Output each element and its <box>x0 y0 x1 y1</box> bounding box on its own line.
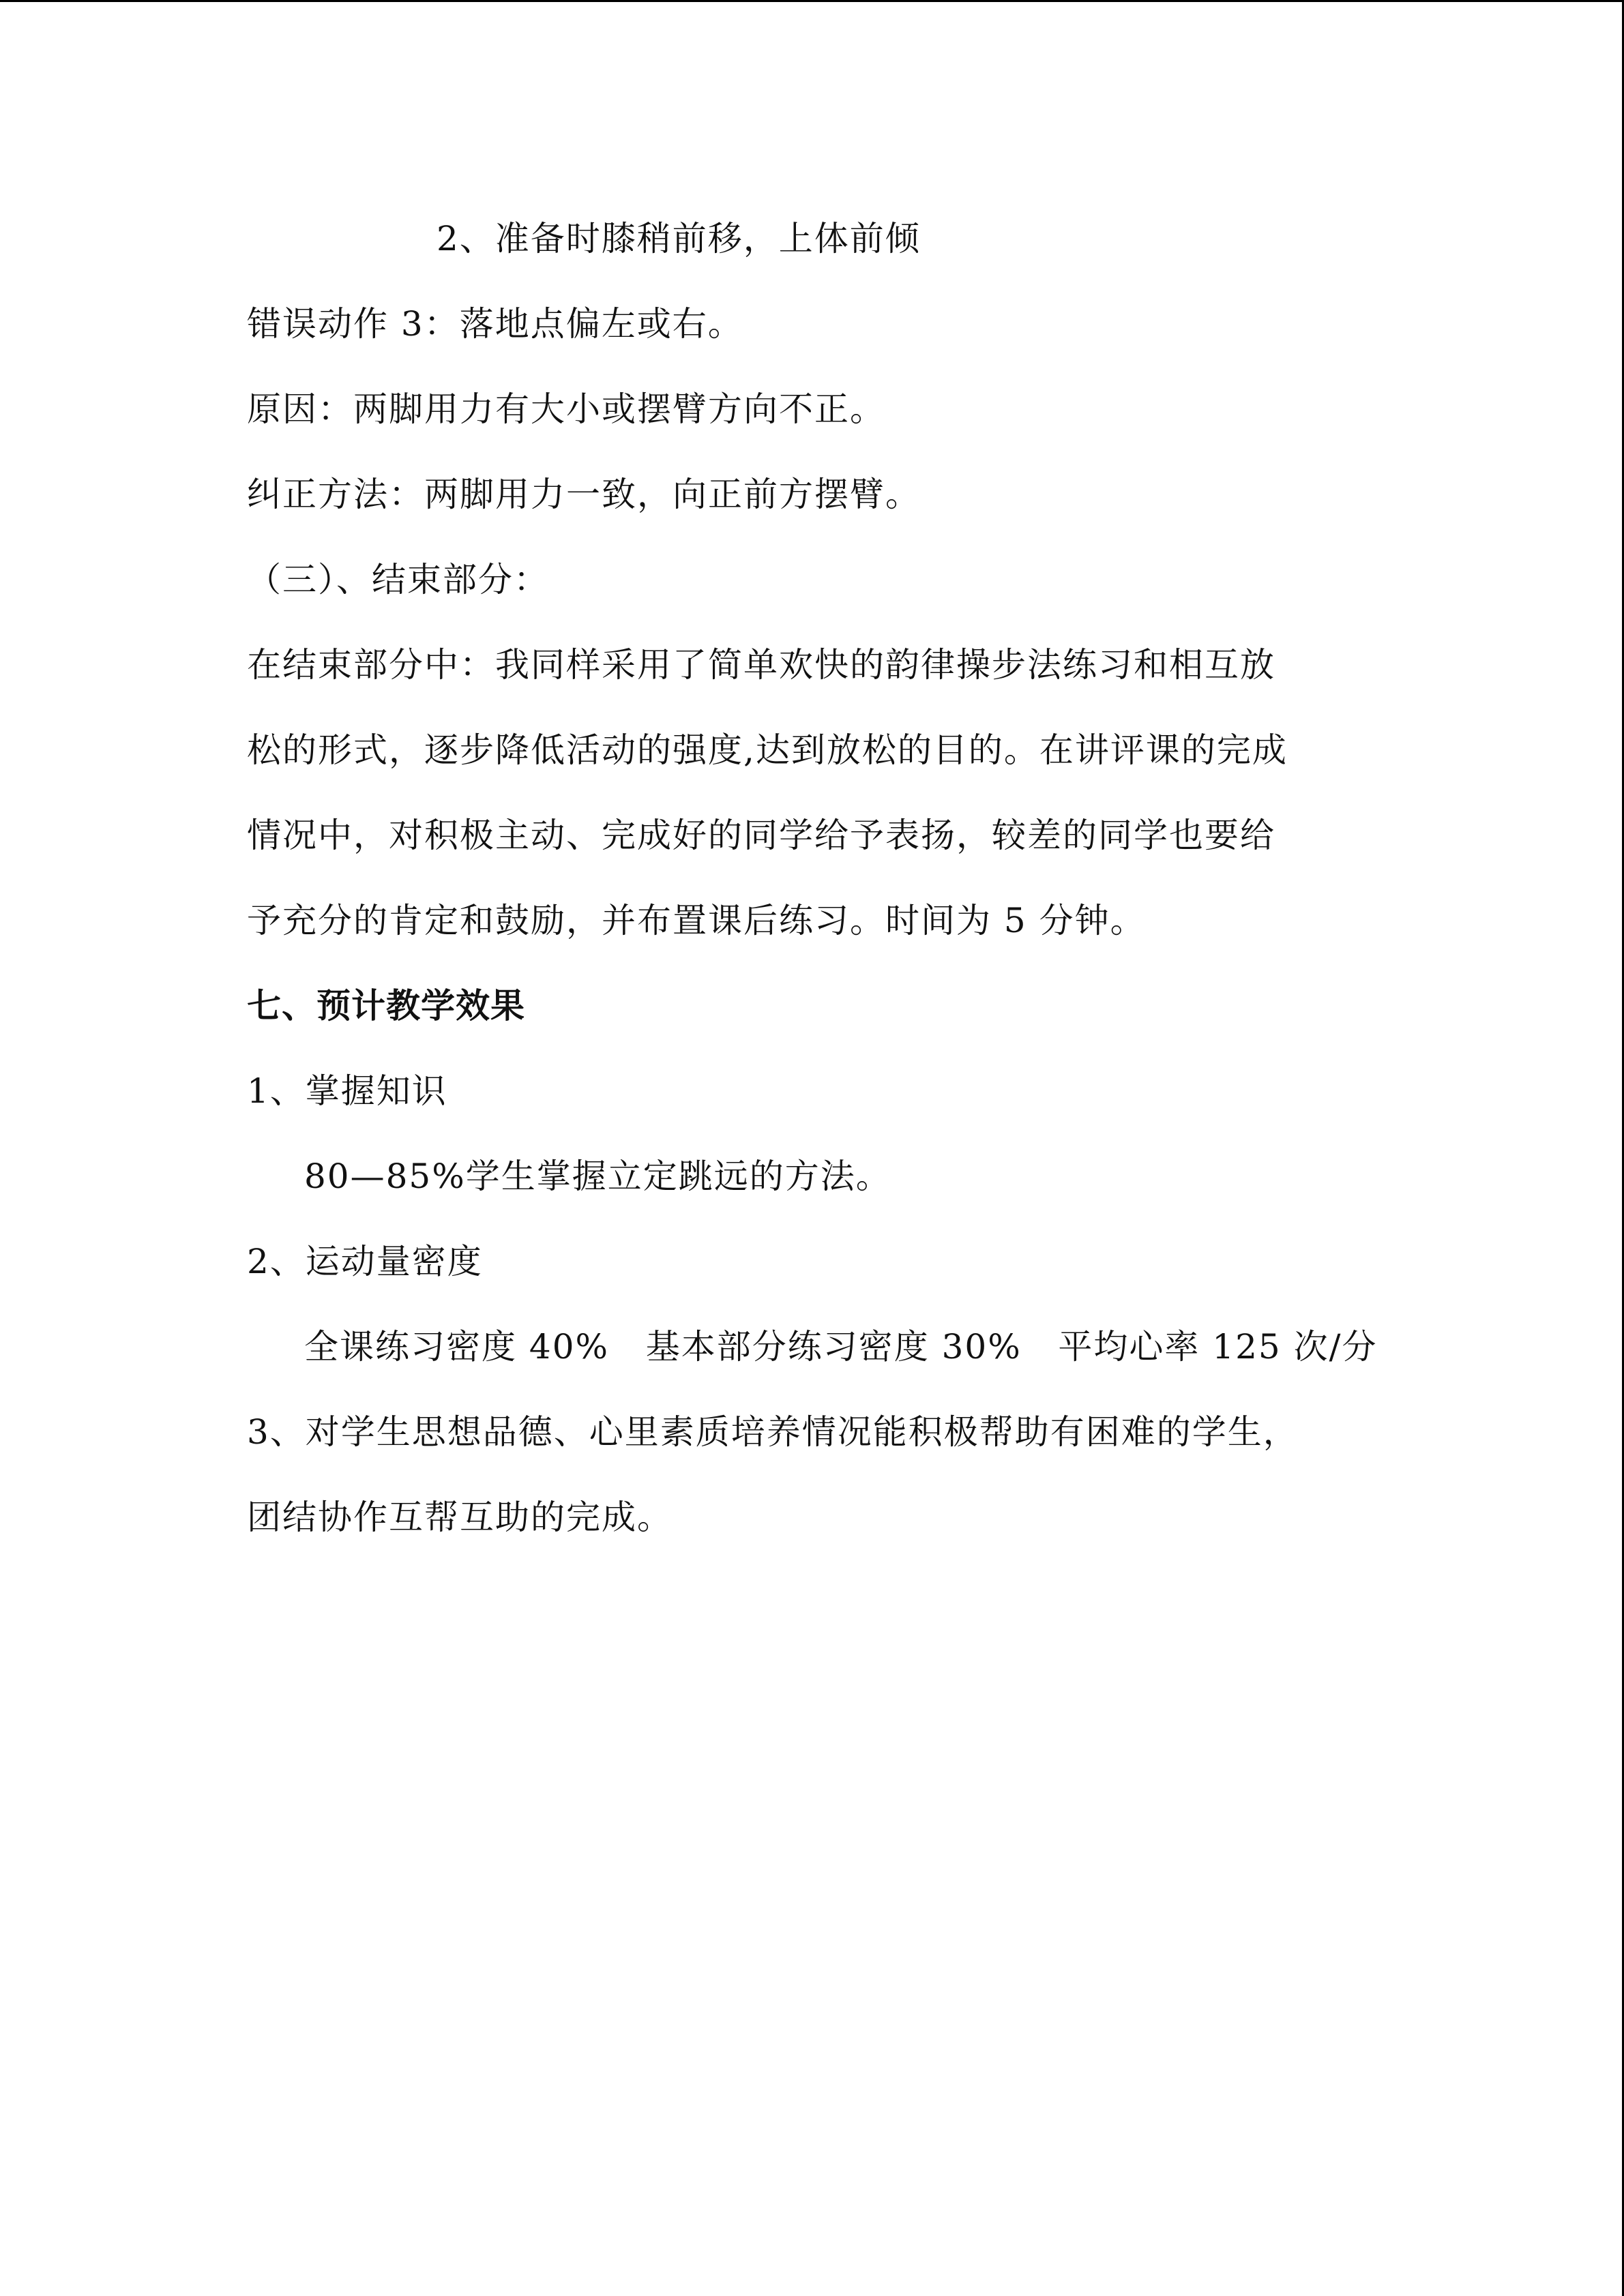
page-top-border <box>0 0 1624 2</box>
text-line-reason: 原因：两脚用力有大小或摆臂方向不正。 <box>247 389 885 429</box>
text-line-prep-knee: 2、准备时膝稍前移，上体前倾 <box>437 219 921 258</box>
paragraph-ending-line-4: 予充分的肯定和鼓励，并布置课后练习。时间为 5 分钟。 <box>247 901 1146 940</box>
text-line-moral-training-1: 3、对学生思想品德、心里素质培养情况能积极帮助有困难的学生， <box>247 1412 1299 1452</box>
subheading-exercise-density: 2、运动量密度 <box>247 1242 483 1281</box>
text-line-mastery-rate: 80—85%学生掌握立定跳远的方法。 <box>304 1157 891 1196</box>
paragraph-ending-line-3: 情况中，对积极主动、完成好的同学给予表扬，较差的同学也要给 <box>247 816 1275 855</box>
text-line-error-3: 错误动作 3：落地点偏左或右。 <box>247 304 743 344</box>
paragraph-ending-line-1: 在结束部分中：我同样采用了简单欢快的韵律操步法练习和相互放 <box>247 645 1275 685</box>
section-heading-expected-effect: 七、预计教学效果 <box>247 986 525 1026</box>
text-line-moral-training-2: 团结协作互帮互助的完成。 <box>247 1497 673 1537</box>
section-heading-ending: （三）、结束部分： <box>247 560 549 599</box>
subheading-knowledge: 1、掌握知识 <box>247 1071 447 1111</box>
text-line-density-values: 全课练习密度 40% 基本部分练习密度 30% 平均心率 125 次/分 <box>304 1327 1378 1367</box>
text-line-correction: 纠正方法：两脚用力一致，向正前方摆臂。 <box>247 475 921 514</box>
paragraph-ending-line-2: 松的形式，逐步降低活动的强度,达到放松的目的。在讲评课的完成 <box>247 730 1288 770</box>
